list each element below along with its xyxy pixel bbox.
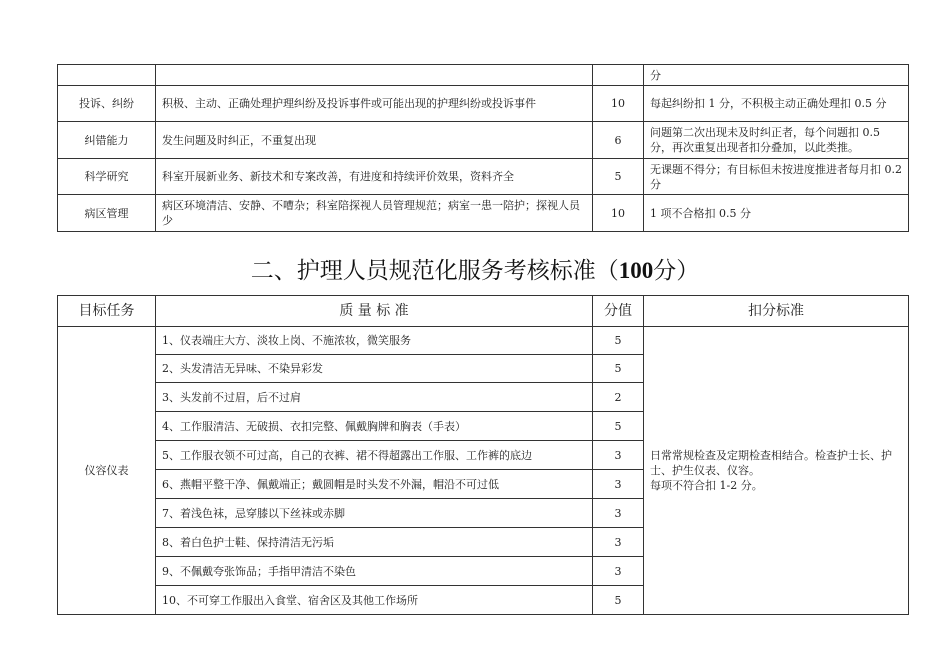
header-task: 目标任务 xyxy=(58,296,156,327)
task-cell xyxy=(58,65,156,86)
score-cell: 2 xyxy=(593,383,644,412)
header-deduction: 扣分标准 xyxy=(644,296,909,327)
header-score: 分值 xyxy=(593,296,644,327)
standard-cell: 积极、主动、正确处理护理纠纷及投诉事件或可能出现的护理纠纷或投诉事件 xyxy=(156,86,593,122)
task-cell: 病区管理 xyxy=(58,195,156,232)
deduction-line: 每项不符合扣 1-2 分。 xyxy=(650,479,763,492)
score-cell: 3 xyxy=(593,557,644,586)
deduction-cell: 分 xyxy=(644,65,909,86)
standard-cell: 3、头发前不过眉，后不过肩 xyxy=(156,383,593,412)
standard-cell: 科室开展新业务、新技术和专案改善，有进度和持续评价效果，资料齐全 xyxy=(156,159,593,195)
score-cell: 3 xyxy=(593,470,644,499)
deduction-cell: 问题第二次出现未及时纠正者，每个问题扣 0.5 分，再次重复出现者扣分叠加，以此类推。 xyxy=(644,122,909,159)
standard-cell: 8、着白色护士鞋、保持清洁无污垢 xyxy=(156,528,593,557)
deduction-line: 日常常规检查及定期检查相结合。检查护士长、护士、护生仪表、仪容。 xyxy=(650,449,892,477)
header-standard: 质 量 标 准 xyxy=(156,296,593,327)
section-title-suffix: 分） xyxy=(653,258,700,284)
standard-cell: 7、着浅色袜，忌穿膝以下丝袜或赤脚 xyxy=(156,499,593,528)
standard-cell: 发生问题及时纠正，不重复出现 xyxy=(156,122,593,159)
table-row xyxy=(58,195,909,232)
score-cell: 5 xyxy=(593,355,644,383)
table-row xyxy=(58,86,909,122)
deduction-cell: 每起纠纷扣 1 分，不积极主动正确处理扣 0.5 分 xyxy=(644,86,909,122)
standard-cell: 6、燕帽平整干净、佩戴端正；戴圆帽是时头发不外漏，帽沿不可过低 xyxy=(156,470,593,499)
section-title-score: 100 xyxy=(618,258,654,283)
score-cell: 3 xyxy=(593,528,644,557)
standard-cell: 9、不佩戴夸张饰品；手指甲清洁不染色 xyxy=(156,557,593,586)
score-cell: 10 xyxy=(593,195,644,232)
score-cell: 6 xyxy=(593,122,644,159)
score-cell xyxy=(593,65,644,86)
score-cell: 5 xyxy=(593,159,644,195)
table-header-row xyxy=(58,296,909,327)
assessment-table-continued xyxy=(57,64,909,232)
table-row xyxy=(58,327,909,355)
table-row xyxy=(58,122,909,159)
score-cell: 3 xyxy=(593,499,644,528)
standard-cell: 4、工作服清洁、无破损、衣扣完整、佩戴胸牌和胸表（手表） xyxy=(156,412,593,441)
score-cell: 5 xyxy=(593,327,644,355)
standard-cell: 10、不可穿工作服出入食堂、宿舍区及其他工作场所 xyxy=(156,586,593,615)
task-cell: 投诉、纠纷 xyxy=(58,86,156,122)
score-cell: 3 xyxy=(593,441,644,470)
score-cell: 5 xyxy=(593,412,644,441)
group-deduction-cell xyxy=(644,327,909,615)
group-task-cell: 仪容仪表 xyxy=(58,327,156,615)
table-row xyxy=(58,159,909,195)
deduction-cell: 无课题不得分；有目标但未按进度推进者每月扣 0.2 分 xyxy=(644,159,909,195)
score-cell: 10 xyxy=(593,86,644,122)
service-standards-table xyxy=(57,295,909,615)
deduction-cell: 1 项不合格扣 0.5 分 xyxy=(644,195,909,232)
standard-cell xyxy=(156,65,593,86)
table-row xyxy=(58,65,909,86)
standard-cell: 病区环境清洁、安静、不嘈杂；科室陪探视人员管理规范；病室一患一陪护；探视人员少 xyxy=(156,195,593,232)
standard-cell: 2、头发清洁无异味、不染异彩发 xyxy=(156,355,593,383)
score-cell: 5 xyxy=(593,586,644,615)
standard-cell: 5、工作服衣领不可过高，自己的衣裤、裙不得超露出工作服、工作裤的底边 xyxy=(156,441,593,470)
standard-cell: 1、仪表端庄大方、淡妆上岗、不施浓妆，微笑服务 xyxy=(156,327,593,355)
section-title-prefix: 二、护理人员规范化服务考核标准（ xyxy=(250,258,619,284)
section-title xyxy=(0,252,950,285)
task-cell: 纠错能力 xyxy=(58,122,156,159)
task-cell: 科学研究 xyxy=(58,159,156,195)
